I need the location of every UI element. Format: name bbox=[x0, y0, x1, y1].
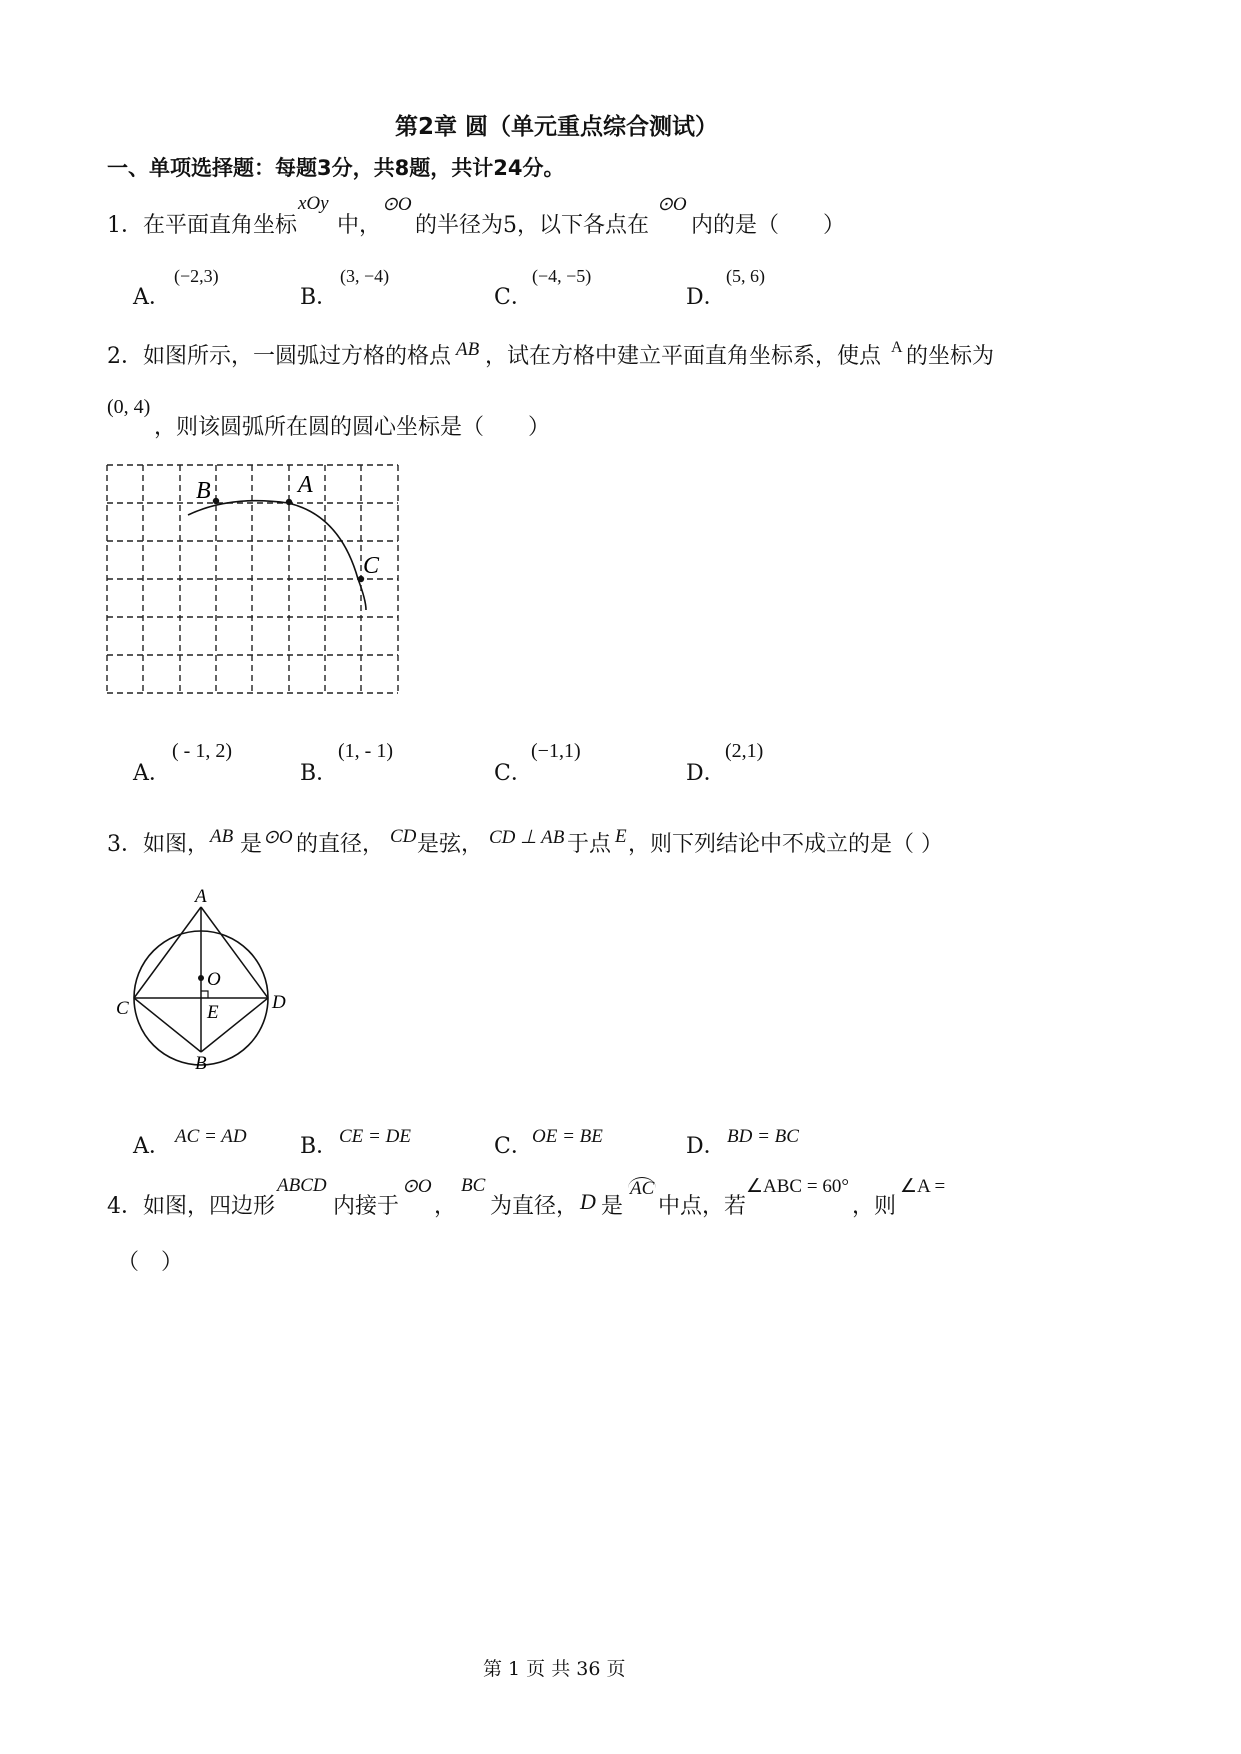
q4-angle-abc: ∠ABC = 60° bbox=[746, 1176, 849, 1197]
q2-grid-figure bbox=[100, 455, 410, 705]
q3-t2: 的直径， bbox=[296, 832, 385, 857]
q1-option-c-value: (−4, −5) bbox=[532, 266, 592, 286]
q2-ab: AB bbox=[456, 339, 480, 360]
q4-t1: 内接于 bbox=[333, 1194, 400, 1219]
label-b: B bbox=[196, 478, 211, 504]
q3-option-d-value: BD = BC bbox=[727, 1126, 799, 1147]
q3-circle-o: ⊙O bbox=[263, 827, 293, 848]
right-angle-mark bbox=[201, 991, 208, 998]
q3-option-b-letter[interactable]: B． bbox=[300, 1134, 339, 1159]
label-o: O bbox=[207, 969, 221, 990]
q4-line2: （ ） bbox=[117, 1250, 184, 1275]
q3-ab: AB bbox=[210, 826, 234, 847]
q2-line2: ，则该圆弧所在圆的圆心坐标是（ ） bbox=[154, 415, 551, 440]
q3-option-a-letter[interactable]: A． bbox=[133, 1134, 171, 1159]
q3-e: E bbox=[615, 826, 627, 847]
q2-option-d-letter[interactable]: D． bbox=[686, 761, 726, 786]
q3-option-d-letter[interactable]: D． bbox=[686, 1134, 726, 1159]
q2-option-d-value: (2,1) bbox=[725, 740, 764, 762]
arc-curve bbox=[188, 501, 366, 610]
q2-option-c-letter[interactable]: C． bbox=[494, 761, 533, 786]
grid-lines bbox=[107, 465, 398, 693]
label-d: D bbox=[272, 992, 286, 1013]
q2-option-a-letter[interactable]: A． bbox=[133, 761, 171, 786]
page-title: 第2章 圆（单元重点综合测试） bbox=[395, 114, 719, 140]
q3-t3: 是弦， bbox=[417, 832, 484, 857]
q1-option-d-letter[interactable]: D． bbox=[686, 285, 726, 310]
q1-mid2: 的半径为5，以下各点在 bbox=[415, 213, 649, 238]
q4-arc-ac: AC bbox=[630, 1178, 655, 1199]
q3-t1: 是 bbox=[240, 832, 263, 857]
q4-t4: 是 bbox=[601, 1194, 624, 1219]
q2-option-b-value: (1, - 1) bbox=[338, 740, 393, 762]
q1-prefix: 1．在平面直角坐标 bbox=[107, 213, 297, 238]
q2-option-c-value: (−1,1) bbox=[531, 740, 581, 762]
q2-point-a: A bbox=[891, 339, 903, 356]
q1-circle-o: ⊙O bbox=[382, 194, 412, 215]
q2-suffix: 的坐标为 bbox=[906, 344, 995, 369]
q1-option-a-letter[interactable]: A． bbox=[133, 285, 171, 310]
q1-mid1: 中， bbox=[337, 213, 382, 238]
q4-angle-a: ∠A = bbox=[900, 1176, 946, 1197]
q4-t5: 中点，若 bbox=[658, 1194, 747, 1219]
label-b: B bbox=[195, 1053, 207, 1074]
q4-circle-o: ⊙O bbox=[402, 1176, 432, 1197]
q1-option-b-letter[interactable]: B． bbox=[300, 285, 339, 310]
q2-coord: (0, 4) bbox=[107, 396, 151, 418]
label-c: C bbox=[363, 553, 380, 579]
q3-option-b-value: CE = DE bbox=[339, 1126, 411, 1147]
point-b bbox=[213, 498, 219, 504]
label-c: C bbox=[116, 998, 129, 1019]
label-a: A bbox=[298, 472, 313, 498]
q4-t3: 为直径， bbox=[490, 1194, 579, 1219]
q1-option-a-value: (−2,3) bbox=[174, 266, 219, 286]
q1-option-b-value: (3, −4) bbox=[340, 266, 390, 286]
q2-mid: ，试在方格中建立平面直角坐标系，使点 bbox=[485, 344, 882, 369]
q3-cd: CD bbox=[390, 826, 417, 847]
q4-prefix: 4．如图，四边形 bbox=[107, 1194, 275, 1219]
q4-abcd: ABCD bbox=[277, 1175, 327, 1196]
segment-cb bbox=[134, 998, 201, 1052]
label-e: E bbox=[207, 1002, 219, 1023]
label-a: A bbox=[195, 886, 207, 907]
q3-option-c-letter[interactable]: C． bbox=[494, 1134, 533, 1159]
q2-option-b-letter[interactable]: B． bbox=[300, 761, 339, 786]
q3-option-a-value: AC = AD bbox=[175, 1126, 247, 1147]
segment-ac bbox=[134, 907, 201, 998]
q1-option-d-value: (5, 6) bbox=[726, 266, 765, 286]
q1-coord-system: xOy bbox=[298, 193, 329, 214]
q2-option-a-value: ( - 1, 2) bbox=[172, 740, 232, 762]
q3-perp: CD ⊥ AB bbox=[489, 827, 565, 848]
q1-suffix: 内的是（ ） bbox=[691, 213, 846, 238]
q3-option-c-value: OE = BE bbox=[532, 1126, 603, 1147]
q4-t2: ， bbox=[434, 1194, 457, 1219]
center-point bbox=[198, 975, 204, 981]
point-a bbox=[286, 499, 292, 505]
q3-suffix: ，则下列结论中不成立的是（ ） bbox=[628, 832, 943, 857]
q4-d: D bbox=[580, 1189, 596, 1214]
q4-t6: ，则 bbox=[852, 1194, 897, 1219]
q3-t4: 于点 bbox=[567, 832, 612, 857]
section-heading: 一、单项选择题：每题3分，共8题，共计24分。 bbox=[107, 156, 565, 180]
page-number: 第 1 页 共 36 页 bbox=[483, 1658, 626, 1680]
q3-prefix: 3．如图， bbox=[107, 832, 209, 857]
q2-prefix: 2．如图所示，一圆弧过方格的格点 bbox=[107, 344, 451, 369]
q4-bc: BC bbox=[461, 1175, 486, 1196]
q1-circle-o-2: ⊙O bbox=[657, 194, 687, 215]
q1-option-c-letter[interactable]: C． bbox=[494, 285, 533, 310]
q3-circle-figure bbox=[110, 880, 300, 1075]
